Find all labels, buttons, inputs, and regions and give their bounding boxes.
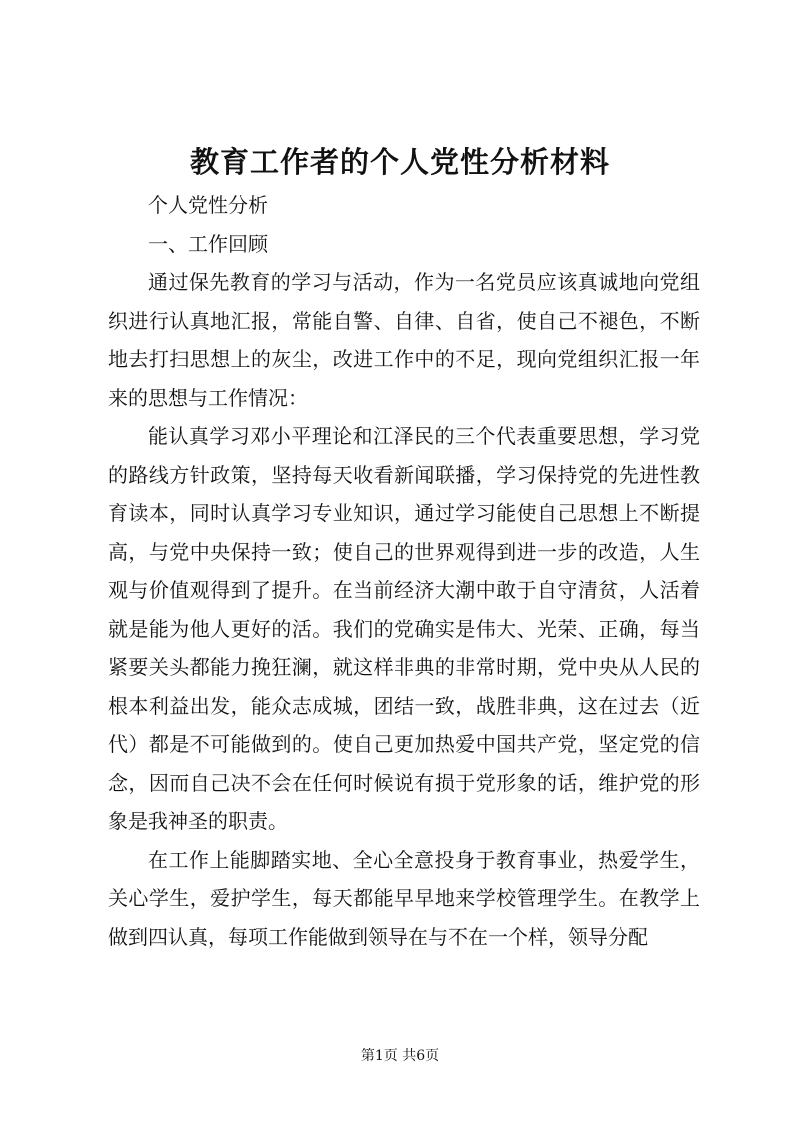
document-body: [108, 186, 700, 956]
paragraph: 在工作上能脚踏实地、全心全意投身于教育事业，热爱学生，关心学生，爱护学生，每天都能早早地来学校管理学生。在教学上做到四认真，每项工作能做到领导在与不在一个样，领导分配: [108, 847, 700, 949]
paragraph-subheading: 一、工作回顾: [148, 231, 268, 256]
paragraph: 通过保先教育的学习与活动，作为一名党员应该真诚地向党组织进行认真地汇报，常能自警、自律、自省，使自己不褪色，不断地去打扫思想上的灰尘，改进工作中的不足，现向党组织汇报一年来的思想与工作情况：: [108, 270, 700, 410]
page-number-footer: 第1页 共6页: [360, 1048, 440, 1064]
document-title: 教育工作者的个人党性分析材料: [189, 145, 610, 179]
paragraph: 能认真学习邓小平理论和江泽民的三个代表重要思想，学习党的路线方针政策，坚持每天收看新闻联播，学习保持党的先进性教育读本，同时认真学习专业知识，通过学习能使自己思想上不断提高，与党中央保持一致；使自己的世界观得到进一步的改造，人生观与价值观得到了提升。在当前经济大潮中敢于自守清贫，人活着就是能为他人更好的活。我们的党确实是伟大、光荣、正确，每当紧要关头都能力挽狂澜，就这样非典的非常时期，党中央从人民的根本利益出发，能众志成城，团结一致，战胜非典，这在过去（近代）都是不可能做到的。使自己更加热爱中国共产党，坚定党的信念，因而自己决不会在任何时候说有损于党形象的话，维护党的形象是我神圣的职责。: [108, 424, 700, 833]
paragraph-section-heading: 个人党性分析: [148, 193, 268, 217]
